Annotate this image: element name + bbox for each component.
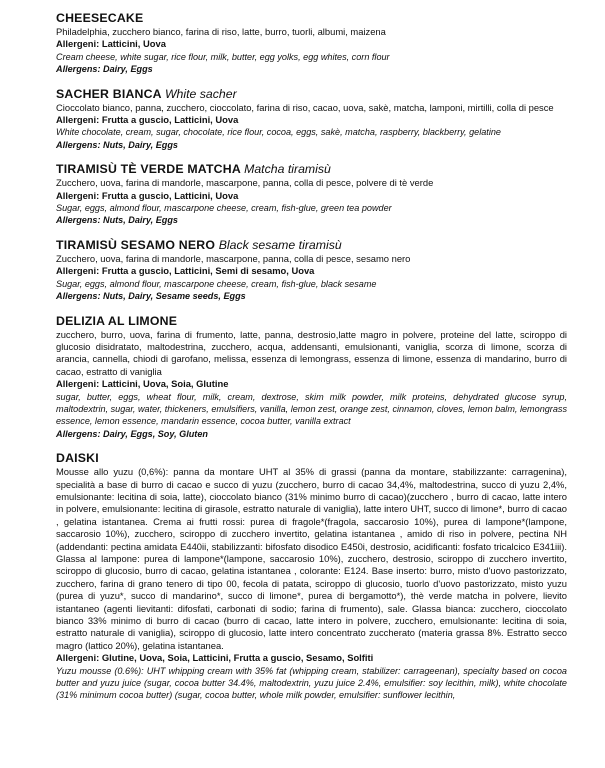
allergens-en: Allergens: Dairy, Eggs (56, 64, 153, 75)
dessert-title: DELIZIA AL LIMONE (56, 313, 178, 328)
dessert-item-daiski (56, 450, 567, 702)
dessert-item-tiramisu-matcha (56, 161, 567, 227)
ingredients-it: Zucchero, uova, farina di mandorle, mascarpone, panna, colla di pesce, polvere di tè verde (56, 177, 434, 189)
dessert-item-cheesecake (56, 10, 567, 76)
allergens-it: Allergeni: Frutta a guscio, Latticini, Uova (56, 114, 239, 126)
dessert-item-tiramisu-sesamo (56, 237, 567, 303)
allergens-en: Allergens: Nuts, Dairy, Sesame seeds, Eggs (56, 291, 246, 302)
dessert-title: TIRAMISÙ SESAMO NERO Black sesame tiramisù (56, 237, 342, 252)
allergens-en: Allergens: Dairy, Eggs, Soy, Gluten (56, 428, 208, 439)
ingredients-it: Zucchero, uova, farina di mandorle, mascarpone, panna, colla di pesce, sesamo nero (56, 252, 411, 264)
ingredients-en: sugar, butter, eggs, wheat flour, milk, cream, dextrose, skim milk powder, milk proteins, dehydrated glucose syrup, maltodextrin, sugar, water, thickeners, emulsifiers, vanilla, lemon zest, orange zest, cinnamon, cloves, lemon balm, lemongrass essence, lemon essence, mandarin essence, cocoa butter, vanilla extract (56, 391, 567, 427)
dessert-title: CHEESECAKE (56, 11, 144, 25)
ingredients-it: Cioccolato bianco, panna, zucchero, cioccolato, farina di riso, cacao, uova, sakè, matcha, lamponi, mirtilli, colla di pesce (56, 101, 554, 113)
allergens-it: Allergeni: Frutta a guscio, Latticini, Uova (56, 189, 239, 201)
dessert-title: DAISKI (56, 451, 99, 466)
ingredients-en: Sugar, eggs, almond flour, mascarpone cheese, cream, fish-glue, green tea powder (56, 203, 392, 214)
dessert-title-en: White sacher (164, 86, 237, 101)
ingredients-it: zucchero, burro, uova, farina di frumento, latte, panna, destrosio,latte magro in polvere, proteine del latte, sciroppo di glucosio disidratato, maltodestrina, zucchero, acqua, addensanti, emulsionanti, vaniglia, scorza di limone, scorza di arancia, cannella, chiodi di garofano, melissa, essenza di lemongrass, essenza di limone, essenza di mandarino, burro di cacao, estratto di vaniglia (56, 328, 567, 377)
ingredients-en: Sugar, eggs, almond flour, mascarpone cheese, cream, fish-glue, black sesame (56, 278, 377, 289)
ingredients-it: Mousse allo yuzu (0,6%): panna da montare UHT al 35% di grassi (panna da montare, stabilizzante: carragenina), specialità a base di burro di cacao e succo di yuzu (zucchero, burro di cacao 34,4%, maltodestrina, succo di yuzu 2,4%, emulsionante: lecitina di soia, latte), cioccolato bianco (31% minimo burro di cacao)(zucchero , burro di cacao, latte intero in polvere, emulsionante: lecitina di girasole, estratto naturale di vaniglia), latte intero UHT, succo di limone*, burro di cacao , gelatina istantanea. Crema ai frutti rossi: purea di fragole*(fragola, saccarosio 10%), purea di lampone*(lampone, saccarosio 10%), zucchero, sciroppo di zucchero invertito, gelatina istantanea , amido di riso in polvere, pectina NH (addendanti: pectina amidata E440ii, stabilizzanti: bifosfato disodico E450i, destrosio, acidificanti: fosfato tricalcico E341iii). Glassa al lampone: purea di lampone*(lampone, saccarosio 10%), zucchero, destrosio, sciroppo di zucchero invertito, sciroppo di glucosio, burro di cacao, gelatina istantanea , colorante: E124. Base inserto: burro, misto d'uovo pastorizzato, zucchero, farina di grano tenero di tipo 00, fecola di patata, sciroppo di glucosio, tuorlo d'uovo pastorizzato, misto yuzu (purea di yuzu*, succo di mandarino*, succo di limone*, purea di bergamotto*), thè verde matcha in polvere, lievito istantaneo (agenti lievitanti: difosfati, carbonati di sodio; farina di frumento), sale. Glassa bianca: zucchero, cioccolato bianco 33% minimo di burro di cacao (burro di cacao, latte intero in polvere, zucchero, emulsionante: lecitina di soia, estratto naturale di vaniglia), sciroppo di glucosio, latte intero concentrato zuccherato (materia grassa 8%. Estratto secco magro (lattico 20%), gelatina istantanea. (56, 466, 567, 651)
allergens-it: Allergeni: Frutta a guscio, Latticini, Semi di sesamo, Uova (56, 265, 315, 277)
ingredients-en: Yuzu mousse (0.6%): UHT whipping cream with 35% fat (whipping cream, stabilizer: carrageenan), specialty based on cocoa butter and yuzu juice (sugar, cocoa butter 34.4%, maltodextrin, yuzu juice 2.4%, emulsifier: soy lecithin, milk), white chocolate (31% minimum cocoa butter) (sugar, cocoa butter, whole milk powder, emulsifier: sunflower lecithin, (56, 665, 567, 701)
dessert-item-delizia-limone (56, 313, 567, 441)
ingredients-it: Philadelphia, zucchero bianco, farina di riso, latte, burro, tuorli, albumi, maizena (56, 26, 386, 37)
dessert-title-en: Matcha tiramisù (244, 162, 331, 177)
dessert-title-en: Black sesame tiramisù (218, 237, 342, 252)
allergens-en: Allergens: Nuts, Dairy, Eggs (56, 139, 178, 150)
allergens-it: Allergeni: Glutine, Uova, Soia, Latticini, Frutta a guscio, Sesamo, Solfiti (56, 652, 374, 664)
ingredients-en: White chocolate, cream, sugar, chocolate, rice flour, cocoa, eggs, sakè, matcha, raspberry, blackberry, gelatine (56, 127, 501, 138)
ingredients-en: Cream cheese, white sugar, rice flour, milk, butter, egg yolks, egg whites, corn flour (56, 51, 390, 62)
allergens-en: Allergens: Nuts, Dairy, Eggs (56, 215, 178, 226)
dessert-title: TIRAMISÙ TÈ VERDE MATCHA Matcha tiramisù (56, 162, 331, 177)
allergens-it: Allergeni: Latticini, Uova (56, 38, 166, 50)
allergens-it: Allergeni: Latticini, Uova, Soia, Glutine (56, 378, 229, 390)
dessert-item-sacher-bianca (56, 86, 567, 152)
dessert-title: SACHER BIANCA White sacher (56, 86, 237, 101)
